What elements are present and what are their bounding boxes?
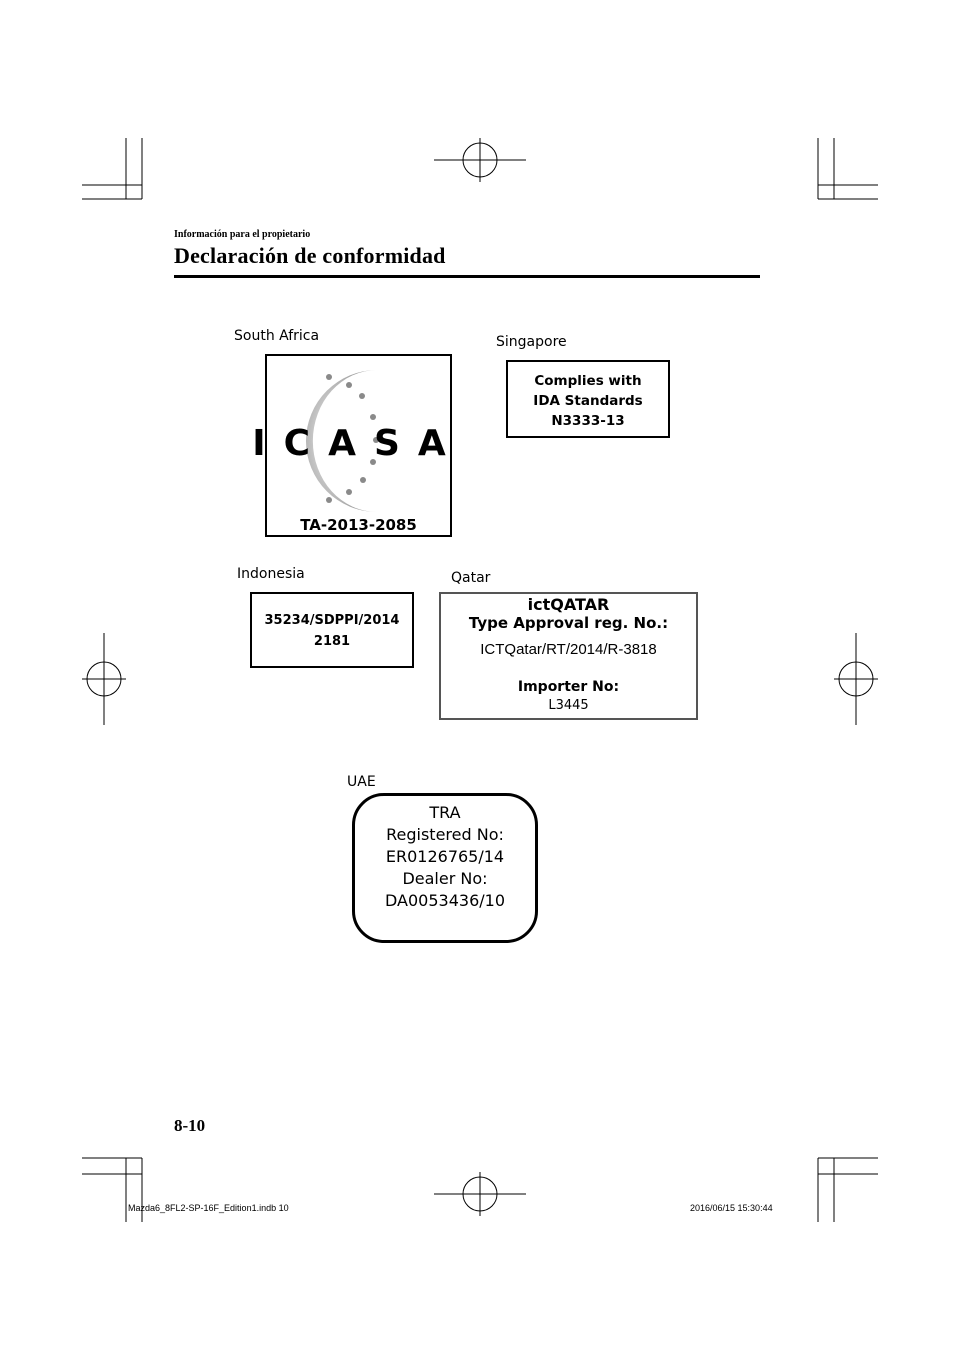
ictqatar-reg-no: ICTQatar/RT/2014/R-3818 [480, 641, 657, 658]
country-singapore: Singapore [496, 334, 567, 350]
sdppi-line-1: 35234/SDPPI/2014 [264, 613, 400, 628]
tra-label-box [352, 793, 538, 943]
ictqatar-importer-label: Importer No: [517, 679, 620, 695]
tra-line-3: ER0126765/14 [385, 847, 505, 866]
icasa-code: TA-2013-2085 [300, 516, 417, 534]
tra-line-1: TRA [429, 803, 461, 822]
page-title: Declaración de conformidad [174, 243, 446, 268]
sdppi-label-box [250, 592, 414, 668]
country-south-africa: South Africa [234, 328, 320, 344]
country-uae: UAE [347, 774, 376, 790]
country-indonesia: Indonesia [237, 566, 305, 582]
tra-line-4: Dealer No: [402, 869, 488, 888]
ictqatar-importer-no: L3445 [548, 698, 589, 713]
icasa-logo [252, 362, 464, 512]
tra-line-5: DA0053436/10 [385, 891, 505, 910]
sdppi-line-2: 2181 [313, 634, 351, 649]
tra-line-2: Registered No: [386, 825, 504, 844]
title-rule [174, 275, 760, 278]
ida-line-2: IDA Standards [533, 393, 643, 409]
ida-label-box [506, 360, 670, 438]
footer-file: Mazda6_8FL2-SP-16F_Edition1.indb 10 [128, 1203, 289, 1213]
ictqatar-label-box [439, 592, 698, 720]
registration-target-left [82, 633, 126, 725]
registration-target-top [434, 138, 526, 182]
section-label: Información para el propietario [174, 229, 311, 240]
footer-timestamp: 2016/06/15 15:30:44 [690, 1203, 773, 1213]
icasa-logo-text: ICASA [252, 423, 464, 464]
registration-target-right [834, 633, 878, 725]
ida-line-1: Complies with [534, 373, 642, 389]
registration-target-bottom [434, 1172, 526, 1216]
ictqatar-title: ictQATAR [527, 595, 610, 614]
ida-line-3: N3333-13 [551, 413, 625, 429]
ictqatar-subtitle: Type Approval reg. No.: [468, 614, 669, 632]
country-qatar: Qatar [451, 570, 491, 586]
page-number: 8-10 [174, 1116, 206, 1135]
icasa-label-box [252, 354, 464, 537]
